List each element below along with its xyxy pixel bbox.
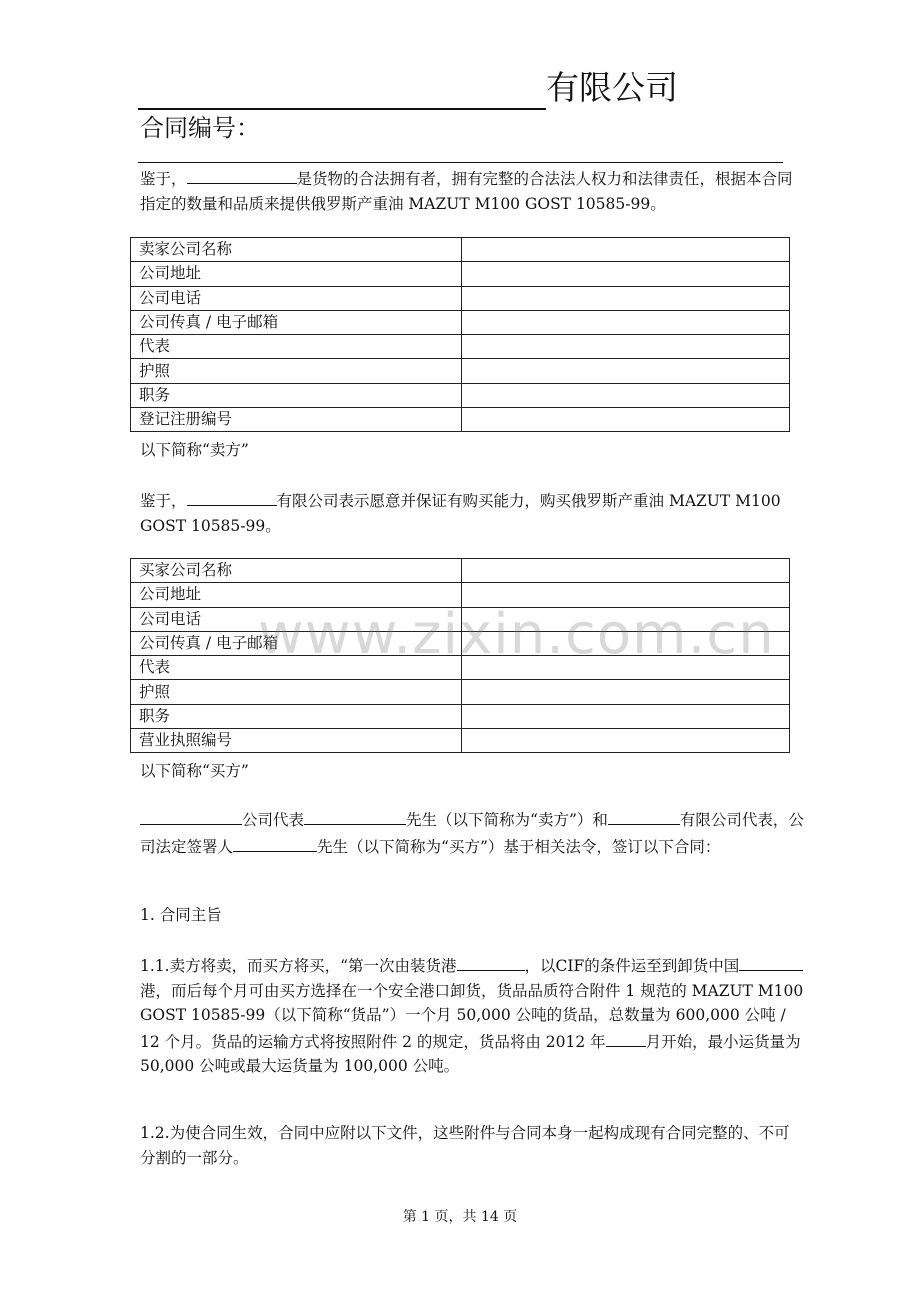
clause-1-1-text-3: 港，而后每个月可由买方选择在一个安全港口卸货，货品品质符合附件 1 规范的 MAZUT M100 GOST 10585-99（以下简称“货品”）一个月 50,000 公吨的货品，总数量为 600,000 公吨 / 12 个月。货品的运输方式将按照附件 2 的规定，货品将由 2012 年 bbox=[140, 981, 804, 1051]
seller-field-label: 公司地址 bbox=[131, 262, 462, 286]
seller-alias: 以下简称“卖方” bbox=[140, 441, 249, 459]
parties-text-3: 有限公司代表，公司法定签署人 bbox=[140, 811, 804, 856]
seller-field-label: 登记注册编号 bbox=[131, 408, 462, 432]
buyer-field-label: 公司地址 bbox=[131, 583, 462, 607]
seller-intro-paragraph bbox=[140, 165, 805, 216]
buyer-name-blank[interactable] bbox=[187, 487, 277, 506]
buyer-row bbox=[131, 704, 790, 728]
seller-field-value[interactable] bbox=[462, 262, 790, 286]
parties-text-1: 公司代表 bbox=[242, 811, 305, 829]
discharge-port-blank[interactable] bbox=[739, 952, 803, 971]
seller-intro-text: 是货物的合法拥有者，拥有完整的合法法人权力和法律责任，根据本合同指定的数量和品质来提供俄罗斯产重油 MAZUT M100 GOST 10585-99。 bbox=[140, 170, 793, 213]
seller-field-value[interactable] bbox=[462, 335, 790, 359]
seller-field-value[interactable] bbox=[462, 408, 790, 432]
seller-field-value[interactable] bbox=[462, 238, 790, 262]
clause-1-1-text-4: 月开始，最小运货量为 50,000 公吨或最大运货量为 100,000 公吨。 bbox=[140, 1032, 801, 1075]
seller-row bbox=[131, 286, 790, 310]
parties-text-4: 先生（以下简称为“买方”）基于相关法令，签订以下合同： bbox=[317, 837, 721, 856]
clause-1-1-text-2: ，以CIF的条件运至到卸货中国 bbox=[524, 957, 740, 975]
seller-company-blank[interactable] bbox=[140, 806, 242, 825]
clause-1-1-text-1: 1.1.卖方将卖，而买方将买，“第一次由装货港 bbox=[140, 957, 457, 975]
seller-row bbox=[131, 238, 790, 262]
buyer-row bbox=[131, 680, 790, 704]
seller-row bbox=[131, 262, 790, 286]
company-suffix: 有限公司 bbox=[546, 68, 678, 107]
seller-info-table bbox=[130, 237, 790, 432]
buyer-field-value[interactable] bbox=[462, 729, 790, 753]
parties-paragraph bbox=[140, 806, 805, 859]
section-1-heading: 1. 合同主旨 bbox=[140, 906, 222, 924]
buyer-field-label: 公司电话 bbox=[131, 607, 462, 631]
seller-field-value[interactable] bbox=[462, 359, 790, 383]
clause-1-2: 1.2.为使合同生效，合同中应附以下文件，这些附件与合同本身一起构成现有合同完整的、不可分割的一部分。 bbox=[140, 1124, 790, 1167]
buyer-field-label: 买家公司名称 bbox=[131, 559, 462, 583]
seller-name-blank[interactable] bbox=[187, 165, 297, 184]
buyer-alias: 以下简称“买方” bbox=[140, 762, 249, 780]
buyer-field-label: 公司传真 / 电子邮箱 bbox=[131, 631, 462, 655]
clause-1-1 bbox=[140, 952, 805, 1079]
buyer-field-label: 职务 bbox=[131, 704, 462, 728]
parties-text-2: 先生（以下简称为“卖方”）和 bbox=[406, 811, 608, 829]
buyer-field-value[interactable] bbox=[462, 704, 790, 728]
buyer-row bbox=[131, 729, 790, 753]
seller-row bbox=[131, 310, 790, 334]
seller-representative-blank[interactable] bbox=[304, 806, 406, 825]
seller-field-value[interactable] bbox=[462, 383, 790, 407]
header-divider bbox=[138, 162, 783, 163]
seller-field-label: 护照 bbox=[131, 359, 462, 383]
seller-field-label: 卖家公司名称 bbox=[131, 238, 462, 262]
seller-field-value[interactable] bbox=[462, 310, 790, 334]
buyer-row bbox=[131, 559, 790, 583]
buyer-field-label: 营业执照编号 bbox=[131, 729, 462, 753]
seller-row bbox=[131, 408, 790, 432]
buyer-field-label: 代表 bbox=[131, 656, 462, 680]
buyer-intro-paragraph bbox=[140, 487, 805, 538]
seller-intro-prefix: 鉴于， bbox=[140, 170, 187, 188]
buyer-intro-prefix: 鉴于， bbox=[140, 492, 187, 510]
company-name-blank[interactable] bbox=[138, 72, 546, 110]
buyer-signatory-blank[interactable] bbox=[233, 833, 317, 852]
seller-field-value[interactable] bbox=[462, 286, 790, 310]
buyer-field-label: 护照 bbox=[131, 680, 462, 704]
buyer-intro-text: 有限公司表示愿意并保证有购买能力，购买俄罗斯产重油 MAZUT M100 GOST 10585-99。 bbox=[140, 492, 781, 535]
seller-field-label: 职务 bbox=[131, 383, 462, 407]
seller-field-label: 代表 bbox=[131, 335, 462, 359]
company-title bbox=[138, 66, 698, 110]
seller-row bbox=[131, 383, 790, 407]
seller-field-label: 公司电话 bbox=[131, 286, 462, 310]
contract-number-label: 合同编号： bbox=[140, 114, 260, 142]
page-footer: 第 1 页，共 14 页 bbox=[402, 1209, 518, 1225]
buyer-field-value[interactable] bbox=[462, 680, 790, 704]
seller-row bbox=[131, 335, 790, 359]
start-month-blank[interactable] bbox=[606, 1028, 646, 1047]
watermark: www.zixin.com.cn bbox=[258, 602, 775, 667]
buyer-field-value[interactable] bbox=[462, 559, 790, 583]
loading-port-blank[interactable] bbox=[457, 952, 525, 971]
seller-field-label: 公司传真 / 电子邮箱 bbox=[131, 310, 462, 334]
seller-row bbox=[131, 359, 790, 383]
buyer-company-blank[interactable] bbox=[608, 806, 680, 825]
